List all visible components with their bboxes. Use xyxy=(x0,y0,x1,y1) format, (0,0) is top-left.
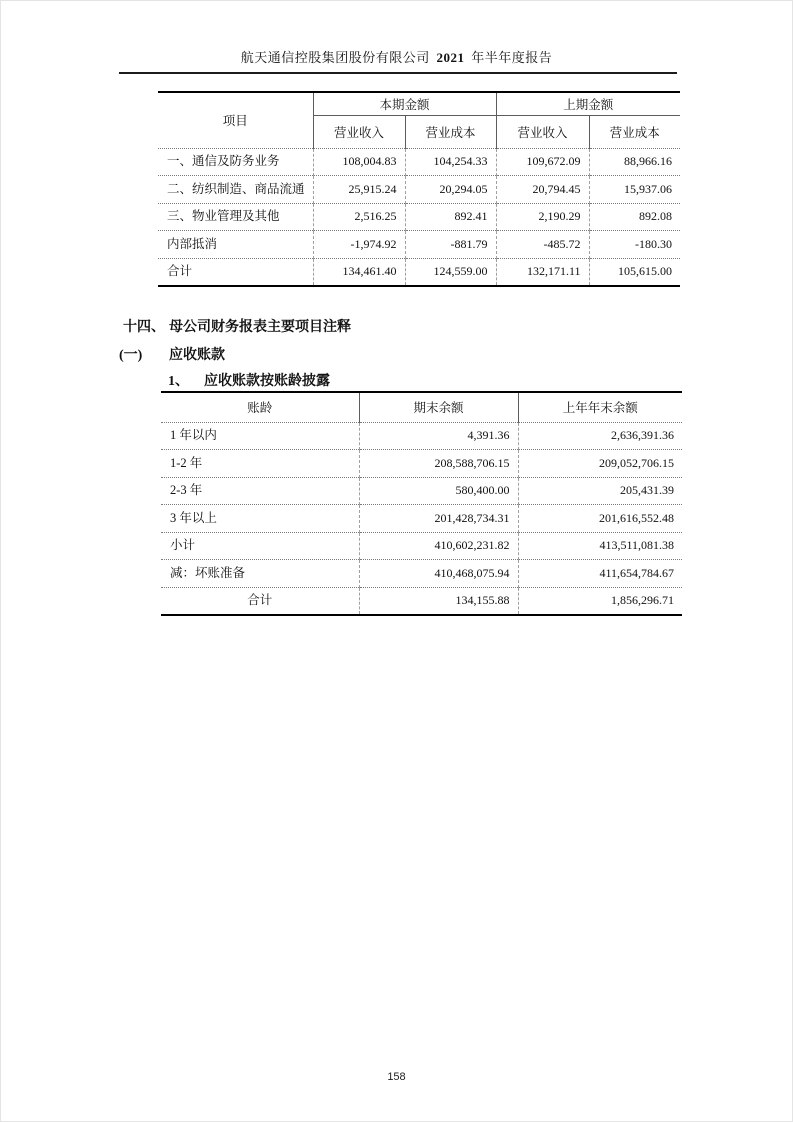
table-row xyxy=(161,477,682,505)
aging-closing-balance-value: 208,588,706.15 xyxy=(359,450,518,478)
section-number: 十四、 xyxy=(123,320,165,335)
segment-prior-revenue-value: 2,190.29 xyxy=(496,203,589,231)
section-heading-14 xyxy=(123,316,351,336)
header-divider-rule xyxy=(119,72,677,74)
segment-row-label: 内部抵消 xyxy=(158,231,313,259)
segment-row-label: 一、通信及防务业务 xyxy=(158,148,313,176)
table-row-subtotal xyxy=(161,532,682,560)
section-title: 母公司财务报表主要项目注释 xyxy=(169,320,351,335)
segment-row-label: 二、纺织制造、商品流通 xyxy=(158,176,313,204)
segment-prior-cost-total: 105,615.00 xyxy=(589,258,680,286)
segment-col-header-current-cost: 营业成本 xyxy=(405,115,496,148)
table-row xyxy=(158,203,680,231)
header-company-name: 航天通信控股集团股份有限公司 xyxy=(240,50,430,65)
table-row-total xyxy=(158,258,680,286)
aging-col-header-age: 账龄 xyxy=(247,401,273,416)
table-row xyxy=(158,148,680,176)
aging-col-header-prior-year-balance: 上年年末余额 xyxy=(518,392,682,422)
aging-prior-balance-total: 1,856,296.71 xyxy=(518,587,682,615)
segment-col-header-item: 项目 xyxy=(222,114,248,129)
segment-col-header-prior-revenue: 营业收入 xyxy=(496,115,589,148)
segment-col-header-current-period: 本期金额 xyxy=(313,92,496,115)
segment-col-header-prior-period: 上期金额 xyxy=(496,92,680,115)
subsection-title: 应收账款按账龄披露 xyxy=(204,374,330,389)
aging-prior-balance-value: 2,636,391.36 xyxy=(518,422,682,450)
segment-revenue-cost-table xyxy=(158,91,680,287)
segment-prior-revenue-value: 20,794.45 xyxy=(496,176,589,204)
table-row xyxy=(161,422,682,450)
aging-row-label: 1 年以内 xyxy=(161,422,359,450)
aging-subtotal-label: 小计 xyxy=(161,532,359,560)
aging-total-label: 合计 xyxy=(161,587,359,615)
segment-current-revenue-value: 2,516.25 xyxy=(313,203,405,231)
aging-closing-balance-total: 134,155.88 xyxy=(359,587,518,615)
segment-current-revenue-value: 108,004.83 xyxy=(313,148,405,176)
segment-prior-revenue-total: 132,171.11 xyxy=(496,258,589,286)
header-report-type: 年半年度报告 xyxy=(471,50,553,65)
segment-current-cost-value: 104,254.33 xyxy=(405,148,496,176)
segment-current-revenue-value: 25,915.24 xyxy=(313,176,405,204)
table-row xyxy=(158,176,680,204)
aging-prior-balance-subtotal: 413,511,081.38 xyxy=(518,532,682,560)
table-row xyxy=(161,505,682,533)
subsection-heading-1-1 xyxy=(168,370,330,390)
table-row xyxy=(161,560,682,588)
segment-prior-revenue-value: -485.72 xyxy=(496,231,589,259)
header-report-year: 2021 xyxy=(436,50,465,65)
aging-prior-balance-value: 201,616,552.48 xyxy=(518,505,682,533)
subsection-heading-1 xyxy=(119,344,225,364)
segment-prior-revenue-value: 109,672.09 xyxy=(496,148,589,176)
aging-closing-balance-value: 201,428,734.31 xyxy=(359,505,518,533)
segment-current-cost-total: 124,559.00 xyxy=(405,258,496,286)
aging-prior-balance-value: 205,431.39 xyxy=(518,477,682,505)
segment-table-group-header-row xyxy=(158,92,680,115)
report-header-title xyxy=(1,47,792,66)
aging-closing-balance-value: 580,400.00 xyxy=(359,477,518,505)
segment-current-revenue-value: -1,974.92 xyxy=(313,231,405,259)
aging-row-label: 2-3 年 xyxy=(161,477,359,505)
aging-col-header-closing-balance: 期末余额 xyxy=(359,392,518,422)
aging-row-label: 3 年以上 xyxy=(161,505,359,533)
segment-prior-cost-value: 892.08 xyxy=(589,203,680,231)
segment-col-header-current-revenue: 营业收入 xyxy=(313,115,405,148)
segment-prior-cost-value: -180.30 xyxy=(589,231,680,259)
receivables-aging-table xyxy=(161,391,682,616)
subsection-title: 应收账款 xyxy=(169,348,225,363)
table-row xyxy=(161,450,682,478)
aging-table-header-row xyxy=(161,392,682,422)
subsection-number: (一) xyxy=(119,348,143,363)
segment-prior-cost-value: 15,937.06 xyxy=(589,176,680,204)
table-row xyxy=(158,231,680,259)
segment-current-cost-value: 20,294.05 xyxy=(405,176,496,204)
segment-total-label: 合计 xyxy=(158,258,313,286)
aging-row-label: 1-2 年 xyxy=(161,450,359,478)
segment-row-label: 三、物业管理及其他 xyxy=(158,203,313,231)
aging-closing-balance-value: 4,391.36 xyxy=(359,422,518,450)
segment-prior-cost-value: 88,966.16 xyxy=(589,148,680,176)
page-number: 158 xyxy=(387,1071,406,1083)
aging-closing-balance-value: 410,468,075.94 xyxy=(359,560,518,588)
table-row-total xyxy=(161,587,682,615)
aging-prior-balance-value: 411,654,784.67 xyxy=(518,560,682,588)
subsection-number: 1、 xyxy=(168,374,189,389)
segment-current-cost-value: -881.79 xyxy=(405,231,496,259)
segment-current-cost-value: 892.41 xyxy=(405,203,496,231)
segment-current-revenue-total: 134,461.40 xyxy=(313,258,405,286)
aging-row-label: 减：坏账准备 xyxy=(161,560,359,588)
segment-col-header-prior-cost: 营业成本 xyxy=(589,115,680,148)
aging-closing-balance-subtotal: 410,602,231.82 xyxy=(359,532,518,560)
aging-prior-balance-value: 209,052,706.15 xyxy=(518,450,682,478)
